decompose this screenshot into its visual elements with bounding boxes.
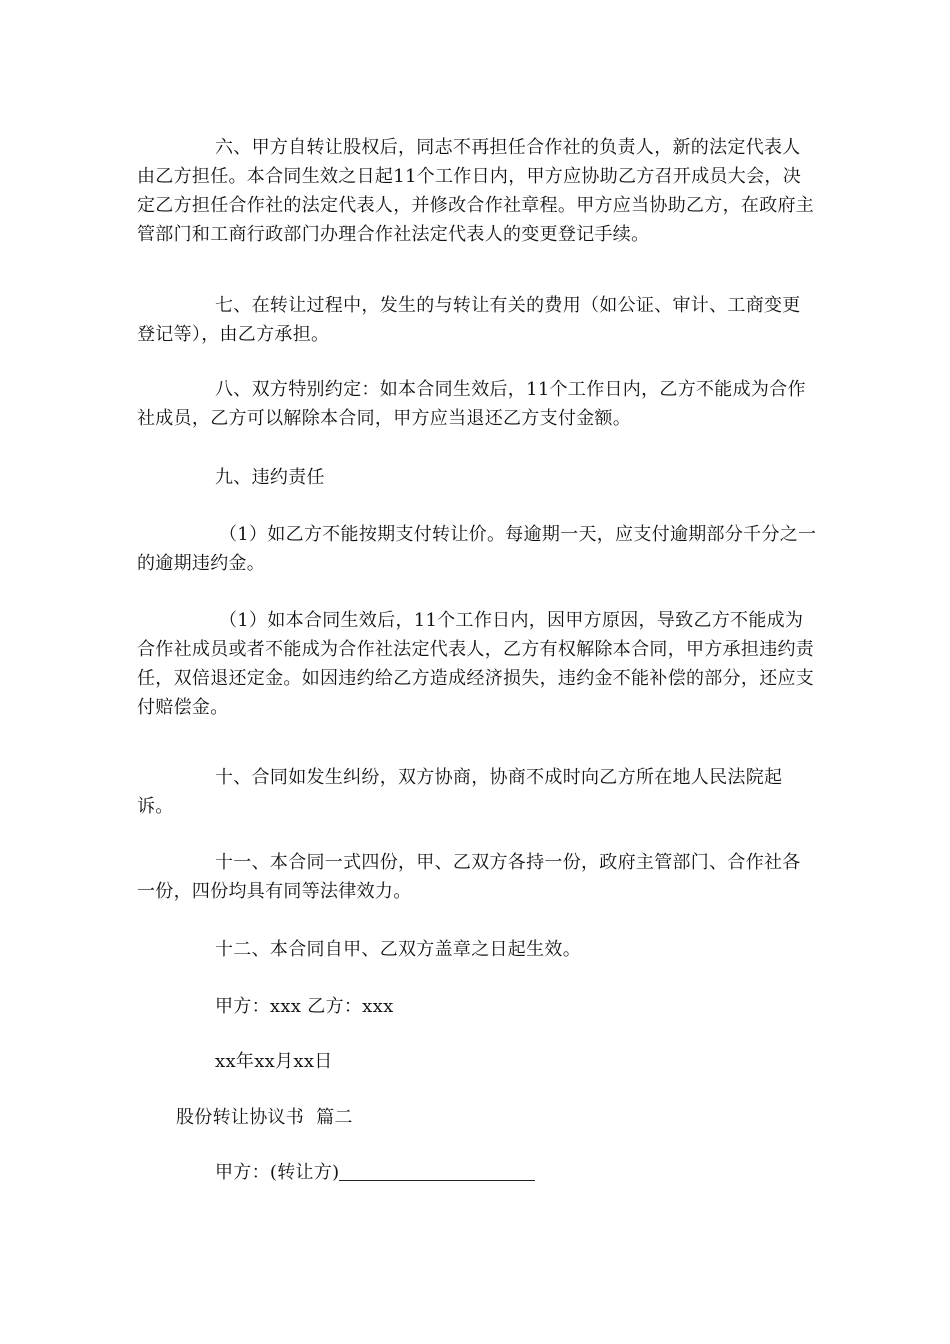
clause-6: 六、甲方自转让股权后，同志不再担任合作社的负责人，新的法定代表人由乙方担任。本合同生效之日起11个工作日内，甲方应协助乙方召开成员大会，决定乙方担任合作社的法定代表人，并修改合作社章程。甲方应当协助乙方，在政府主管部门和工商行政部门办理合作社法定代表人的变更登记手续。 [137,137,815,245]
clause-9-item-1: （1）如乙方不能按期支付转让价。每逾期一天，应支付逾期部分千分之一的逾期违约金。 [137,524,817,574]
clause-9-heading: 九、违约责任 [215,467,325,488]
section-title: 股份转让协议书 篇二 [176,1107,353,1128]
date-line: xx年xx月xx日 [215,1051,333,1072]
clause-7: 七、在转让过程中，发生的与转让有关的费用（如公证、审计、工商变更登记等），由乙方承担。 [137,295,801,345]
clause-10: 十、合同如发生纠纷，双方协商，协商不成时向乙方所在地人民法院起诉。 [137,767,783,817]
clause-8: 八、双方特别约定：如本合同生效后，11个工作日内，乙方不能成为合作社成员，乙方可以解除本合同，甲方应当退还乙方支付金额。 [137,379,806,429]
signature-line: 甲方：xxx 乙方：xxx [215,996,394,1017]
clause-12: 十二、本合同自甲、乙双方盖章之日起生效。 [215,939,581,960]
party-a-blank[interactable] [339,1160,535,1181]
party-a-label: 甲方：(转让方) [215,1162,340,1183]
clause-9-item-2: （1）如本合同生效后，11个工作日内，因甲方原因，导致乙方不能成为合作社成员或者不能成为合作社法定代表人，乙方有权解除本合同，甲方承担违约责任，双倍退还定金。如因违约给乙方造成经济损失，违约金不能补偿的部分，还应支付赔偿金。 [137,610,815,718]
party-a-row [215,1158,535,1187]
clause-11: 十一、本合同一式四份，甲、乙双方各持一份，政府主管部门、合作社各一份，四份均具有同等法律效力。 [137,852,801,902]
